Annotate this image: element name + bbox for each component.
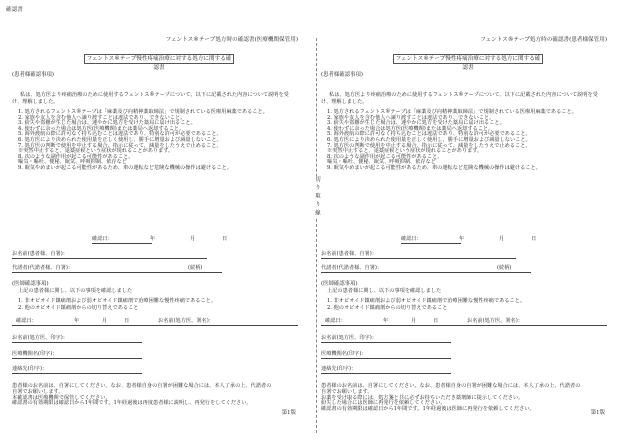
confirm-date-label: 確認日： bbox=[92, 236, 113, 242]
confirm-date-line[interactable] bbox=[92, 243, 152, 244]
doctor-name-line[interactable] bbox=[321, 342, 451, 343]
footer-line: 本確認書は医療機関で保管してください。 bbox=[12, 394, 111, 401]
list-item: 3. 紛失や盗難が生じた場合は、速やかに処方を受けた薬局に届け出ること。 bbox=[18, 120, 196, 127]
month-label: 月 bbox=[411, 318, 417, 324]
institution-line[interactable] bbox=[321, 358, 451, 359]
intro-paragraph: 私は、処方医より疼痛治療のために使用するフェントス®テープについて、以下に記載された内容について説明を受け、理解しました。 bbox=[321, 92, 598, 105]
confirm-date-line[interactable] bbox=[401, 243, 461, 244]
list-item: 9. 眠気やめまいが起こる可能性があるため、車の運転など危険な機械の操作は避けること。 bbox=[327, 164, 541, 171]
list-item: 2. 他のオピオイド鎮痛剤からの切り替えであること bbox=[18, 305, 139, 311]
proxy-name-label: 代諾者(代諾者様、自署)： bbox=[321, 265, 383, 271]
staff-confirm-label: 確認日： bbox=[325, 318, 346, 324]
list-item: 嘔気・嘔吐、便秘、眠気、呼吸抑制、依存など bbox=[18, 159, 127, 166]
list-item: 6. 処方医により決められた使用量を正しく使用し、勝手に増量および減量しないこと。 bbox=[327, 136, 531, 143]
doctor-name-line[interactable] bbox=[12, 342, 142, 343]
footer-line: 確認書の有効期限は確認日から1年間です。1年経過後は医師に再発行を依頼してください。 bbox=[321, 406, 535, 413]
right-page-patient-copy bbox=[321, 38, 607, 438]
left-page-institution-copy bbox=[12, 38, 298, 438]
contact-label: 連絡先(印字)： bbox=[321, 366, 357, 372]
footer-line: 自署でお願いします。 bbox=[321, 388, 373, 395]
contact-label: 連絡先(印字)： bbox=[12, 366, 48, 372]
list-item: 8. 次のような副作用が起こる可能性があること。 bbox=[18, 153, 134, 160]
footer-line: 患者様のお名前は、自署にしてください。なお、患者様自身の自署が困難な場合には、本人了承の上、代諾者の bbox=[321, 383, 581, 389]
list-item: 4. 使わずに余った場合は処方医(医療機関)または薬局へ返却すること。 bbox=[327, 125, 494, 132]
institution-label: 医療機関名(印字)： bbox=[12, 351, 58, 357]
list-item: 1. 非オピオイド鎮痛剤および弱オピオイド鎮痛剤で治療困難な慢性疼痛であること。 bbox=[18, 298, 217, 304]
day-label: 日 bbox=[433, 318, 439, 324]
footer-notes bbox=[12, 383, 296, 406]
staff-section-heading: (医師確認事項) bbox=[12, 281, 49, 287]
cut-line bbox=[316, 38, 317, 433]
list-item: 5. 海外渡航の際に許可なく持ち込むことは違法であり、特別な許可が必要であること。 bbox=[327, 131, 531, 138]
patient-name-label: お名前(患者様、自署)： bbox=[321, 251, 377, 257]
year-label: 年 bbox=[383, 318, 389, 324]
year-label: 年 bbox=[459, 236, 465, 242]
staff-intro: 上記の患者様に関し、以下の事項を確認しました bbox=[18, 288, 133, 294]
patient-name-line[interactable] bbox=[12, 258, 207, 259]
staff-items-list bbox=[18, 298, 296, 312]
proxy-name-line[interactable] bbox=[321, 272, 531, 273]
patient-section-heading: (患者様確認事項) bbox=[12, 72, 54, 78]
footer-line: 確認書の有効期限は確認日から1年間です。1年経過後は再度患者様に説明し、再発行をしてください。 bbox=[12, 400, 252, 407]
list-item: ※突然中止すると、退薬症候という症状が現れることがあります。 bbox=[327, 148, 483, 155]
physician-signature-line[interactable] bbox=[12, 325, 298, 326]
list-item: 7. 処方医の判断で使用を中止する場合、指示に従って、減量をしたうえで止めること。 bbox=[18, 142, 222, 149]
month-label: 月 bbox=[499, 236, 505, 242]
month-label: 月 bbox=[102, 318, 108, 324]
list-item: 嘔気・嘔吐、便秘、眠気、呼吸抑制、依存など bbox=[327, 159, 436, 166]
page-header: フェントス®テープ処方時の確認書(医療機関保管用) bbox=[165, 37, 298, 43]
confirm-date-label: 確認日： bbox=[401, 236, 422, 242]
list-item: 8. 次のような副作用が起こる可能性があること。 bbox=[327, 153, 443, 160]
patient-name-line[interactable] bbox=[321, 258, 516, 259]
list-item: ※突然中止すると、退薬症候という症状が現れることがあります。 bbox=[18, 148, 174, 155]
relation-label: (続柄) bbox=[497, 265, 512, 271]
physician-signature-label: お名前(処方医、署名)： bbox=[158, 318, 214, 324]
list-item: 7. 処方医の判断で使用を中止する場合、指示に従って、減量をしたうえで止めること。 bbox=[327, 142, 531, 149]
list-item: 1. 処方されるフェントス®テープは「麻薬及び向精神薬取締法」で規制されている医療用麻薬であること。 bbox=[18, 109, 268, 115]
page-header: フェントス®テープ処方時の確認書(患者様保管用) bbox=[480, 37, 607, 43]
day-label: 日 bbox=[531, 236, 537, 242]
staff-intro: 上記の患者様に関し、以下の事項を確認しました bbox=[327, 288, 442, 294]
day-label: 日 bbox=[124, 318, 130, 324]
list-item: 2. 家族や友人を含む他人へ譲り渡すことは違法であり、できないこと。 bbox=[18, 114, 186, 121]
boxed-title: フェントス®テープ慢性疼痛治療に対する処方に関する確認書 bbox=[393, 54, 543, 64]
list-item: 4. 使わずに余った場合は処方医(医療機関)または薬局へ返却すること。 bbox=[18, 125, 185, 132]
list-item: 6. 処方医により決められた使用量を正しく使用し、勝手に増量および減量しないこと。 bbox=[18, 136, 222, 143]
edition-label: 第1版 bbox=[590, 410, 605, 416]
day-label: 日 bbox=[222, 236, 228, 242]
list-item: 2. 他のオピオイド鎮痛剤からの切り替えであること bbox=[327, 305, 448, 311]
footer-line: 患者様のお名前は、自署にしてください。なお、患者様自身の自署が困難な場合には、本人了承の上、代諾者の bbox=[12, 383, 272, 389]
doctor-name-label: お名前(処方医、印字)： bbox=[12, 335, 68, 341]
footer-line: お薬を受け取る際には、処方箋と共に必ずお持ちいただき薬剤師に提示してください。 bbox=[321, 394, 524, 401]
year-label: 年 bbox=[150, 236, 156, 242]
footer-notes bbox=[321, 383, 605, 412]
staff-items-list bbox=[327, 298, 605, 312]
physician-signature-line[interactable] bbox=[321, 325, 607, 326]
intro-paragraph: 私は、処方医より疼痛治療のために使用するフェントス®テープについて、以下に記載された内容について説明を受け、理解しました。 bbox=[12, 92, 289, 105]
patient-name-label: お名前(患者様、自署)： bbox=[12, 251, 68, 257]
boxed-title: フェントス®テープ慢性疼痛治療に対する処方に関する確認書 bbox=[84, 54, 234, 64]
relation-label: (続柄) bbox=[188, 265, 203, 271]
document-label: 確認書 bbox=[6, 7, 23, 13]
doctor-name-label: お名前(処方医、印字)： bbox=[321, 335, 377, 341]
list-item: 9. 眠気やめまいが起こる可能性があるため、車の運転など危険な機械の操作は避けること。 bbox=[18, 164, 232, 171]
footer-line: 紛失した場合には医師に再発行を依頼してください。 bbox=[321, 400, 446, 407]
proxy-name-label: 代諾者(代諾者様、自署)： bbox=[12, 265, 74, 271]
staff-confirm-label: 確認日： bbox=[16, 318, 37, 324]
physician-signature-label: お名前(処方医、署名)： bbox=[467, 318, 523, 324]
list-item: 5. 海外渡航の際に許可なく持ち込むことは違法であり、特別な許可が必要であること。 bbox=[18, 131, 222, 138]
contact-line[interactable] bbox=[321, 373, 451, 374]
list-item: 1. 非オピオイド鎮痛剤および弱オピオイド鎮痛剤で治療困難な慢性疼痛であること。 bbox=[327, 298, 526, 304]
staff-section-heading: (医師確認事項) bbox=[321, 281, 358, 287]
proxy-name-line[interactable] bbox=[12, 272, 222, 273]
list-item: 1. 処方されるフェントス®テープは「麻薬及び向精神薬取締法」で規制されている医療用麻薬であること。 bbox=[327, 109, 577, 115]
month-label: 月 bbox=[190, 236, 196, 242]
patient-items-list bbox=[327, 109, 605, 171]
patient-items-list bbox=[18, 109, 296, 171]
cut-line-label: 切り取り線 bbox=[314, 176, 320, 218]
contact-line[interactable] bbox=[12, 373, 142, 374]
list-item: 3. 紛失や盗難が生じた場合は、速やかに処方を受けた薬局に届け出ること。 bbox=[327, 120, 505, 127]
list-item: 2. 家族や友人を含む他人へ譲り渡すことは違法であり、できないこと。 bbox=[327, 114, 495, 121]
institution-line[interactable] bbox=[12, 358, 142, 359]
year-label: 年 bbox=[74, 318, 80, 324]
institution-label: 医療機関名(印字)： bbox=[321, 351, 367, 357]
edition-label: 第1版 bbox=[281, 410, 296, 416]
footer-line: 自署でお願いします。 bbox=[12, 388, 64, 395]
patient-section-heading: (患者様確認事項) bbox=[321, 72, 363, 78]
